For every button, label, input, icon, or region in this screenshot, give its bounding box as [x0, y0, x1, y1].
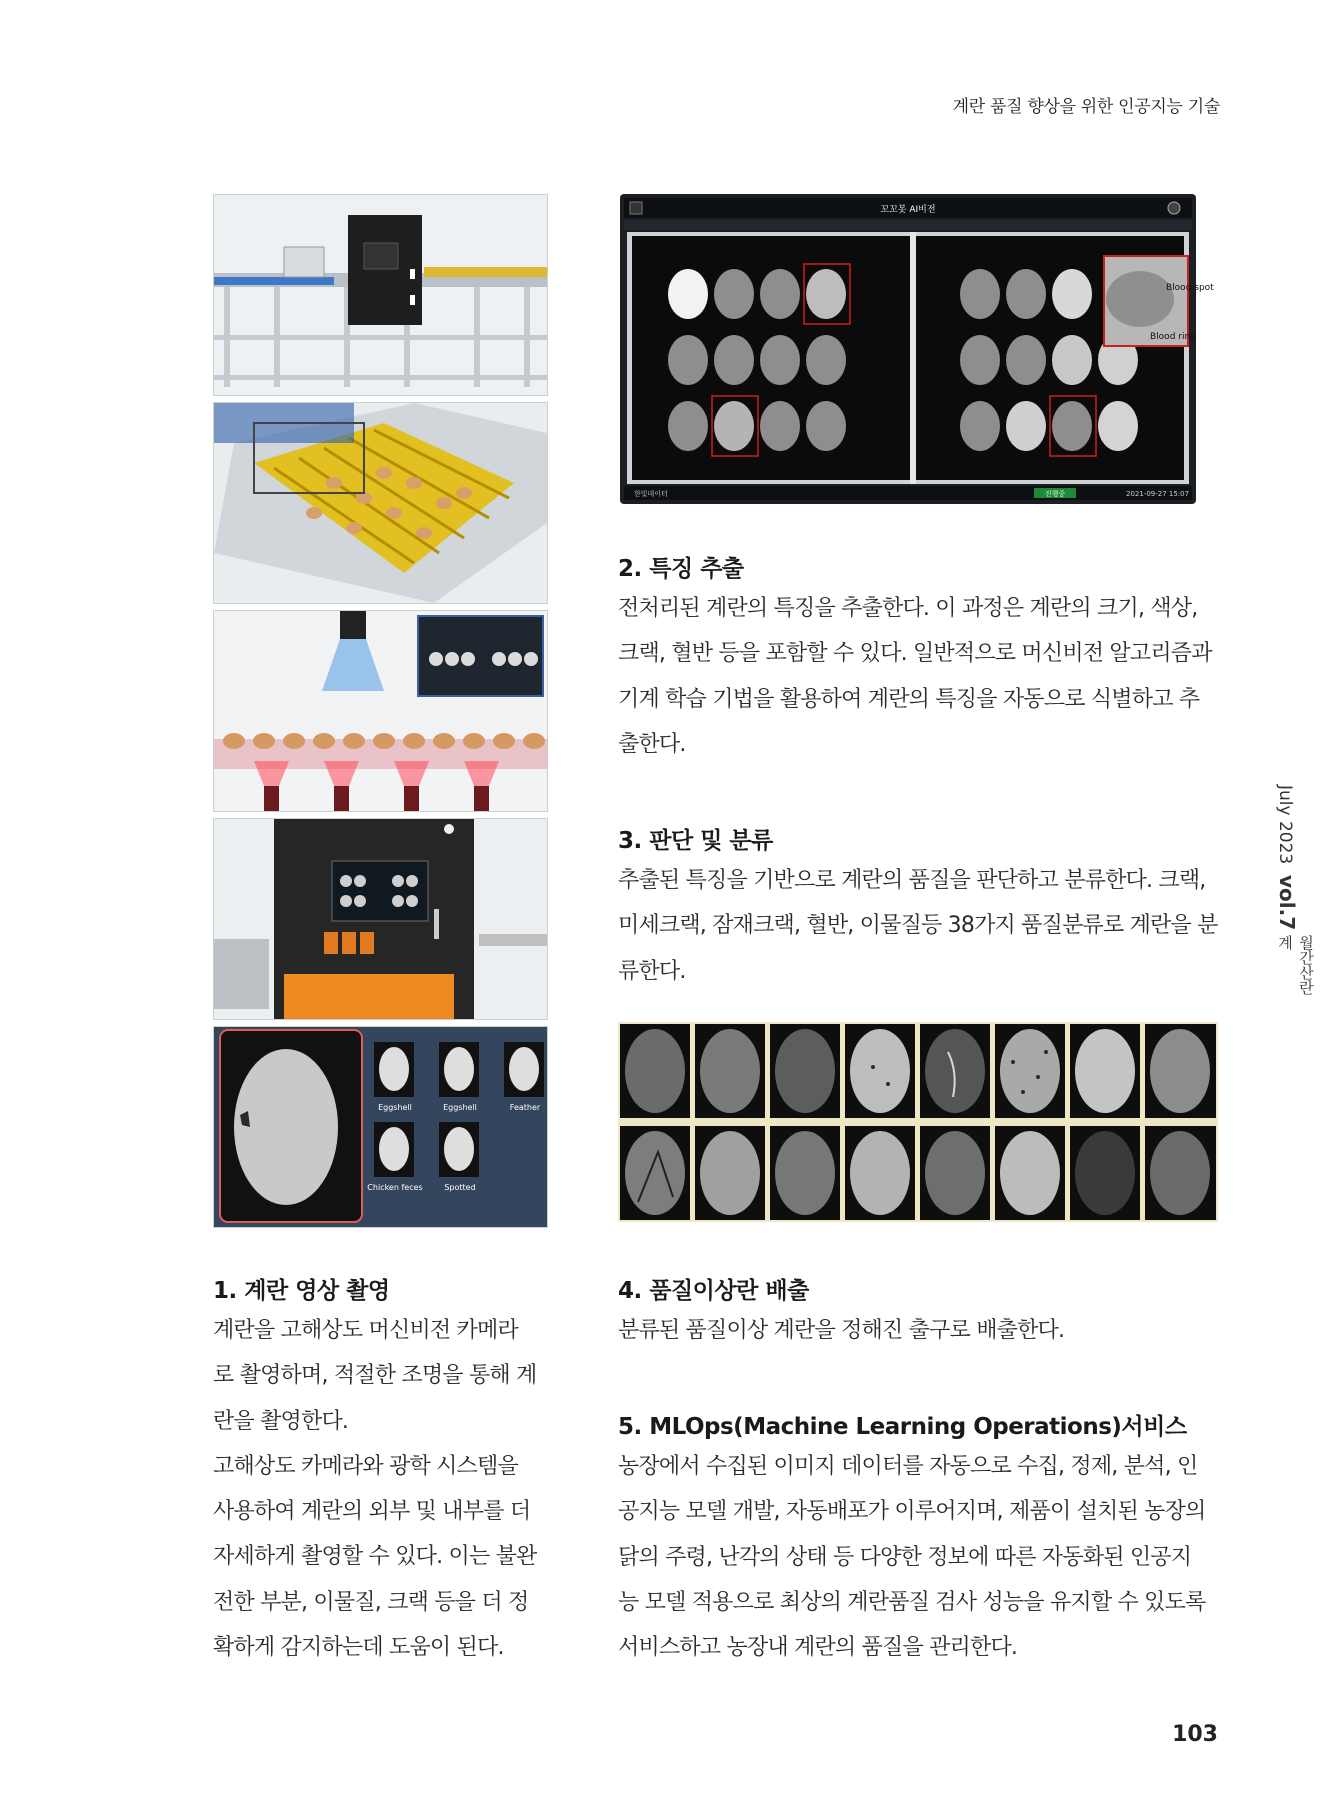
ai-vision-screen-image	[620, 194, 1214, 504]
screen-title: 꼬꼬봇 AI비전	[880, 205, 936, 215]
section-5-line: 공지능 모델 개발, 자동배포가 이루어지며, 제품이 설치된 농장의	[618, 1499, 1206, 1525]
section-2-line: 기계 학습 기법을 활용하여 계란의 특징을 자동으로 식별하고 추	[618, 686, 1200, 712]
side-date: July 2023	[1275, 785, 1295, 865]
section-1-line: 전한 부분, 이물질, 크랙 등을 더 정	[213, 1589, 529, 1615]
section-1-line: 계란을 고해상도 머신비전 카메라	[213, 1318, 518, 1343]
section-3-line: 류한다.	[618, 958, 686, 984]
screen-datetime: 2021-09-27 15:07	[1126, 490, 1190, 498]
label-eggshell-1: Eggshell	[378, 1103, 412, 1112]
label-feather: Feather	[509, 1103, 541, 1112]
egg-candling-grid-image	[618, 1022, 1218, 1222]
section-3-line: 추출된 특징을 기반으로 계란의 품질을 판단하고 분류한다. 크랙,	[618, 868, 1206, 893]
label-spotted: Spotted	[444, 1183, 476, 1192]
section-5-line: 능 모델 적용으로 최상의 계란품질 검사 성능을 유지할 수 있도록	[618, 1589, 1206, 1615]
screen-footer-left: 한빛데이터	[634, 490, 668, 498]
section-1-body	[213, 1308, 563, 1670]
section-5-line: 서비스하고 농장내 계란의 품질을 관리한다.	[618, 1635, 1018, 1661]
section-1-line: 로 촬영하며, 적절한 조명을 통해 계	[213, 1363, 537, 1389]
egg-defect-samples-image	[213, 1026, 548, 1228]
section-1-line: 확하게 감지하는데 도움이 된다.	[213, 1635, 504, 1661]
section-2-line: 출한다.	[618, 731, 686, 757]
section-5-line: 농장에서 수집된 이미지 데이터를 자동으로 수집, 정제, 분석, 인	[618, 1454, 1198, 1479]
section-4-body	[618, 1308, 1218, 1353]
machine-conveyor-image	[213, 194, 548, 396]
section-5-line: 닭의 주령, 난각의 상태 등 다양한 정보에 따른 자동화된 인공지	[618, 1544, 1192, 1570]
section-2-heading: 2. 특징 추출	[618, 556, 744, 582]
section-3-heading: 3. 판단 및 분류	[618, 828, 773, 854]
section-5-body	[618, 1444, 1218, 1670]
annotation-blood-spot: Blood spot	[1166, 283, 1214, 293]
side-issue-marker	[1275, 785, 1315, 1005]
label-eggshell-2: Eggshell	[443, 1103, 477, 1112]
page-number: 103	[1172, 1722, 1218, 1747]
label-chicken-feces: Chicken feces	[367, 1183, 423, 1192]
section-1-line: 고해상도 카메라와 광학 시스템을	[213, 1453, 518, 1479]
section-2-line: 전처리된 계란의 특징을 추출한다. 이 과정은 계란의 크기, 색상,	[618, 596, 1198, 621]
side-magazine: 월간산란계	[1276, 935, 1315, 995]
section-4-heading: 4. 품질이상란 배출	[618, 1278, 809, 1304]
egg-roller-conveyor-image	[213, 402, 548, 604]
section-2-line: 크랙, 혈반 등을 포함할 수 있다. 일반적으로 머신비전 알고리즘과	[618, 641, 1212, 667]
side-volume: vol.7	[1275, 875, 1299, 931]
section-2-body	[618, 586, 1218, 767]
section-1-line: 자세하게 촬영할 수 있다. 이는 불완	[213, 1544, 537, 1570]
camera-lighting-image	[213, 610, 548, 812]
section-5-heading: 5. MLOps(Machine Learning Operations)서비스	[618, 1414, 1187, 1440]
section-1-line: 사용하여 계란의 외부 및 내부를 더	[213, 1499, 531, 1525]
section-1-heading: 1. 계란 영상 촬영	[213, 1278, 390, 1304]
screen-status: 진행중	[1044, 490, 1066, 498]
section-4-line: 분류된 품질이상 계란을 정해진 출구로 배출한다.	[618, 1318, 1065, 1343]
annotation-blood-ring: Blood ring	[1150, 332, 1196, 342]
section-3-body	[618, 858, 1218, 994]
section-3-line: 미세크랙, 잠재크랙, 혈반, 이물질등 38가지 품질분류로 계란을 분	[618, 913, 1218, 939]
sorter-cabinet-image	[213, 818, 548, 1020]
running-header: 계란 품질 향상을 위한 인공지능 기술	[952, 97, 1220, 117]
section-1-line: 란을 촬영한다.	[213, 1408, 349, 1434]
